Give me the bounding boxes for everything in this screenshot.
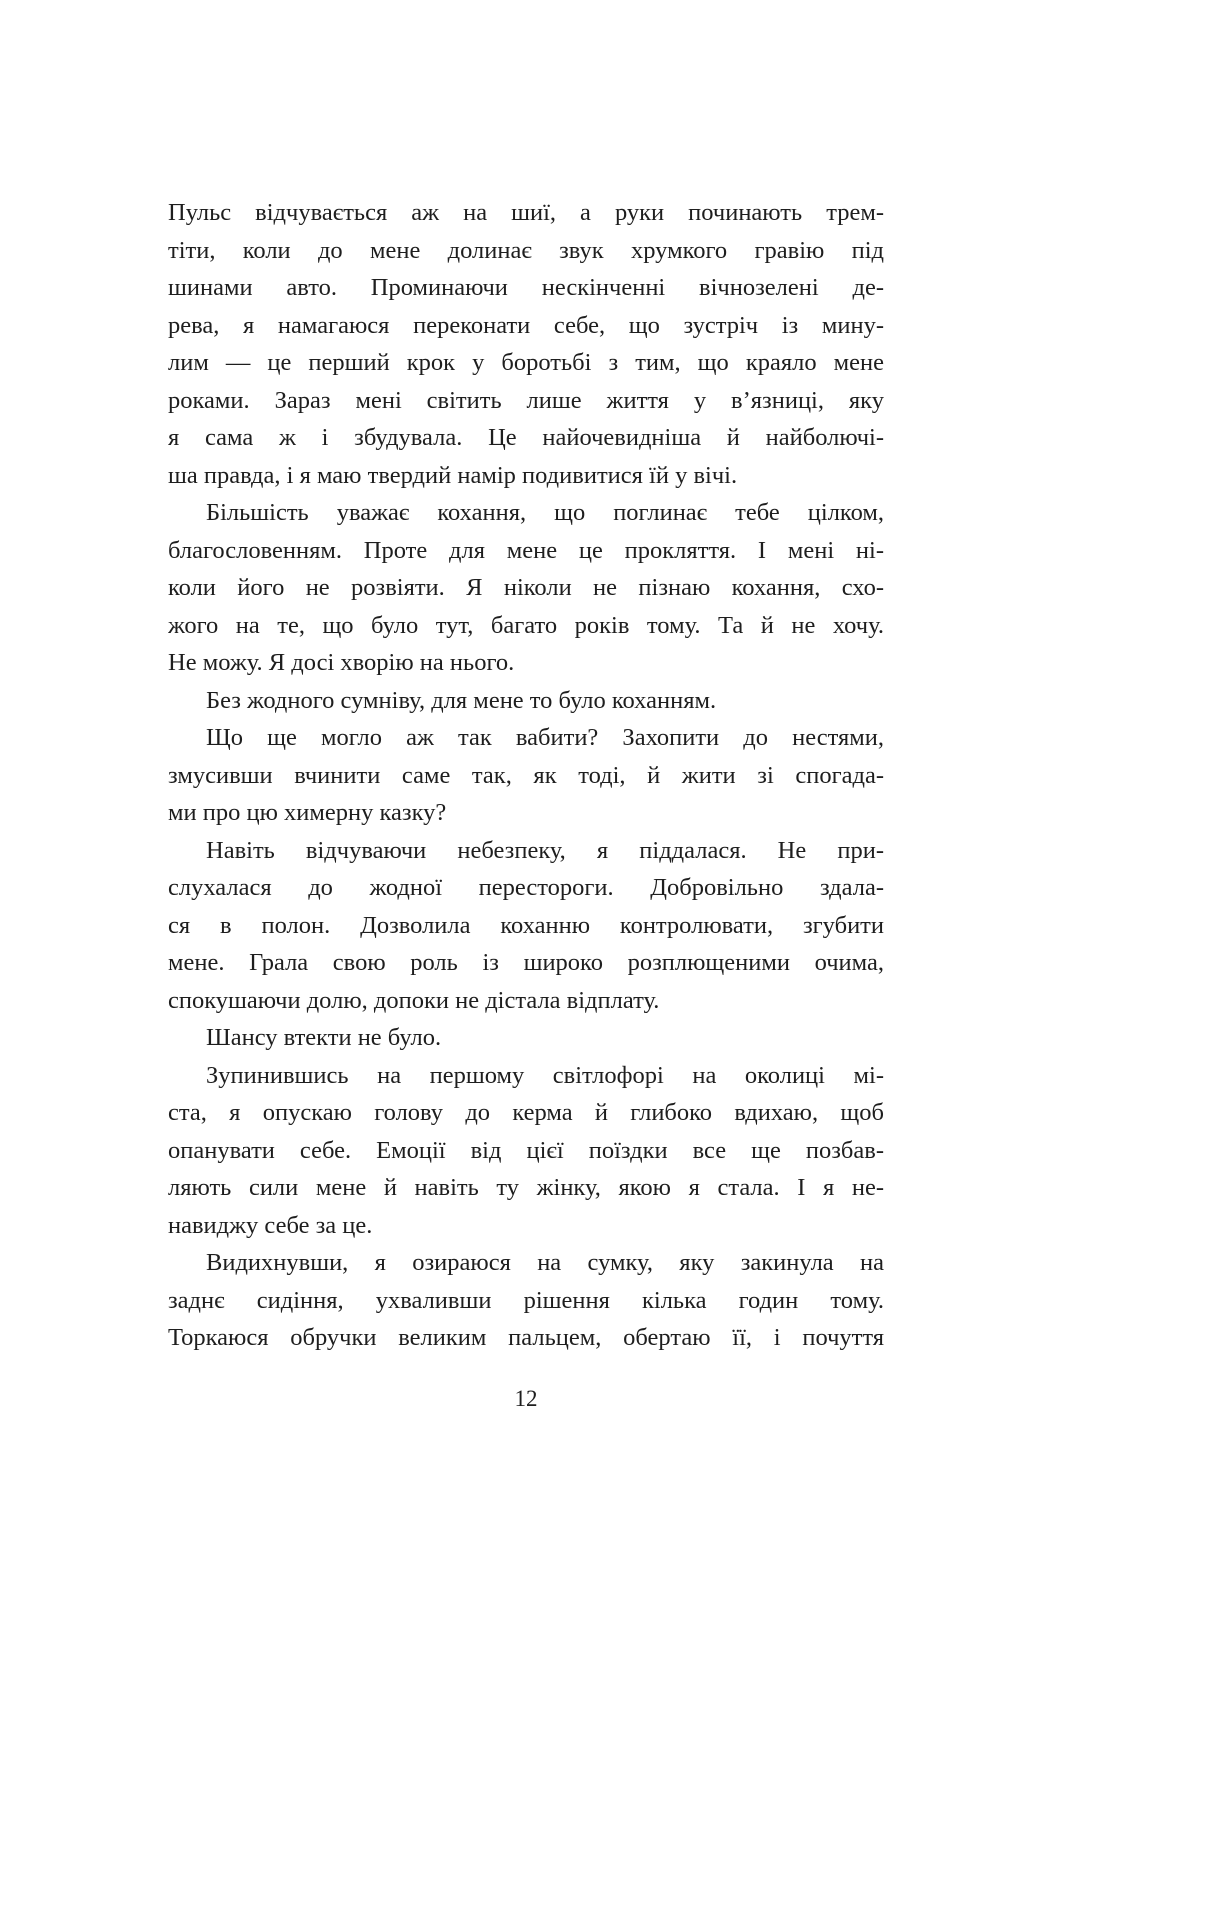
text-line: слухалася до жодної перестороги. Добровільно здала- [168, 874, 884, 901]
text-line: Шансу втекти не було. [206, 1024, 442, 1051]
page-text [168, 194, 884, 1357]
text-line: жого на те, що було тут, багато років тому. Та й не хочу. [168, 611, 884, 639]
text-line: Пульс відчувається аж на шиї, а руки починають трем- [168, 199, 884, 226]
text-line: Без жодного сумніву, для мене то було коханням. [206, 686, 717, 714]
text-line: я сама ж і збудувала. Це найочевидніша й найболючі- [168, 424, 884, 451]
text-line: коли його не розвіяти. Я ніколи не пізнаю кохання, схо- [168, 574, 884, 601]
text-line: змусивши вчинити саме так, як тоді, й жити зі спогада- [168, 761, 884, 789]
text-line: мене. Грала свою роль із широко розплющеними очима, [168, 949, 884, 976]
text-line: Торкаюся обручки великим пальцем, обертаю її, і почуття [168, 1324, 884, 1351]
text-line: спокушаючи долю, допоки не дістала відплату. [168, 986, 660, 1014]
text-line: ста, я опускаю голову до керма й глибоко вдихаю, щоб [168, 1099, 884, 1126]
text-line: шинами авто. Проминаючи нескінченні вічнозелені де- [168, 274, 884, 301]
paragraph [168, 682, 884, 720]
text-line: ша правда, і я маю твердий намір подивитися їй у вічі. [168, 461, 738, 489]
text-line: ся в полон. Дозволила коханню контролювати, згубити [168, 911, 884, 939]
text-line: опанувати себе. Емоції від цієї поїздки все ще позбав- [168, 1136, 884, 1164]
paragraph [168, 719, 884, 832]
paragraph [168, 1019, 884, 1057]
text-line: Видихнувши, я озираюся на сумку, яку закинула на [206, 1249, 884, 1276]
paragraph [168, 494, 884, 682]
page-number: 12 [514, 1386, 538, 1411]
paragraph [168, 194, 884, 494]
text-line: лим — це перший крок у боротьбі з тим, що краяло мене [168, 349, 884, 376]
text-line: навиджу себе за це. [168, 1211, 373, 1239]
text-line: рева, я намагаюся переконати себе, що зустріч із мину- [168, 311, 884, 339]
paragraph [168, 1057, 884, 1245]
paragraph [168, 1244, 884, 1357]
text-line: Зупинившись на першому світлофорі на околиці мі- [206, 1061, 884, 1089]
text-line: тіти, коли до мене долинає звук хрумкого гравію під [168, 236, 884, 264]
text-line: заднє сидіння, ухваливши рішення кілька годин тому. [168, 1286, 884, 1314]
text-line: роками. Зараз мені світить лише життя у в’язниці, яку [168, 386, 884, 414]
paragraph [168, 832, 884, 1020]
text-line: Не можу. Я досі хворію на нього. [168, 649, 515, 676]
text-line: Більшість уважає кохання, що поглинає тебе цілком, [206, 499, 884, 526]
text-line: благословенням. Проте для мене це прокляття. І мені ні- [168, 536, 884, 564]
text-line: Навіть відчуваючи небезпеку, я піддалася. Не при- [206, 836, 884, 864]
text-line: ми про цю химерну казку? [168, 799, 447, 826]
text-line: ляють сили мене й навіть ту жінку, якою я стала. І я не- [168, 1174, 884, 1201]
text-line: Що ще могло аж так вабити? Захопити до нестями, [206, 724, 884, 751]
